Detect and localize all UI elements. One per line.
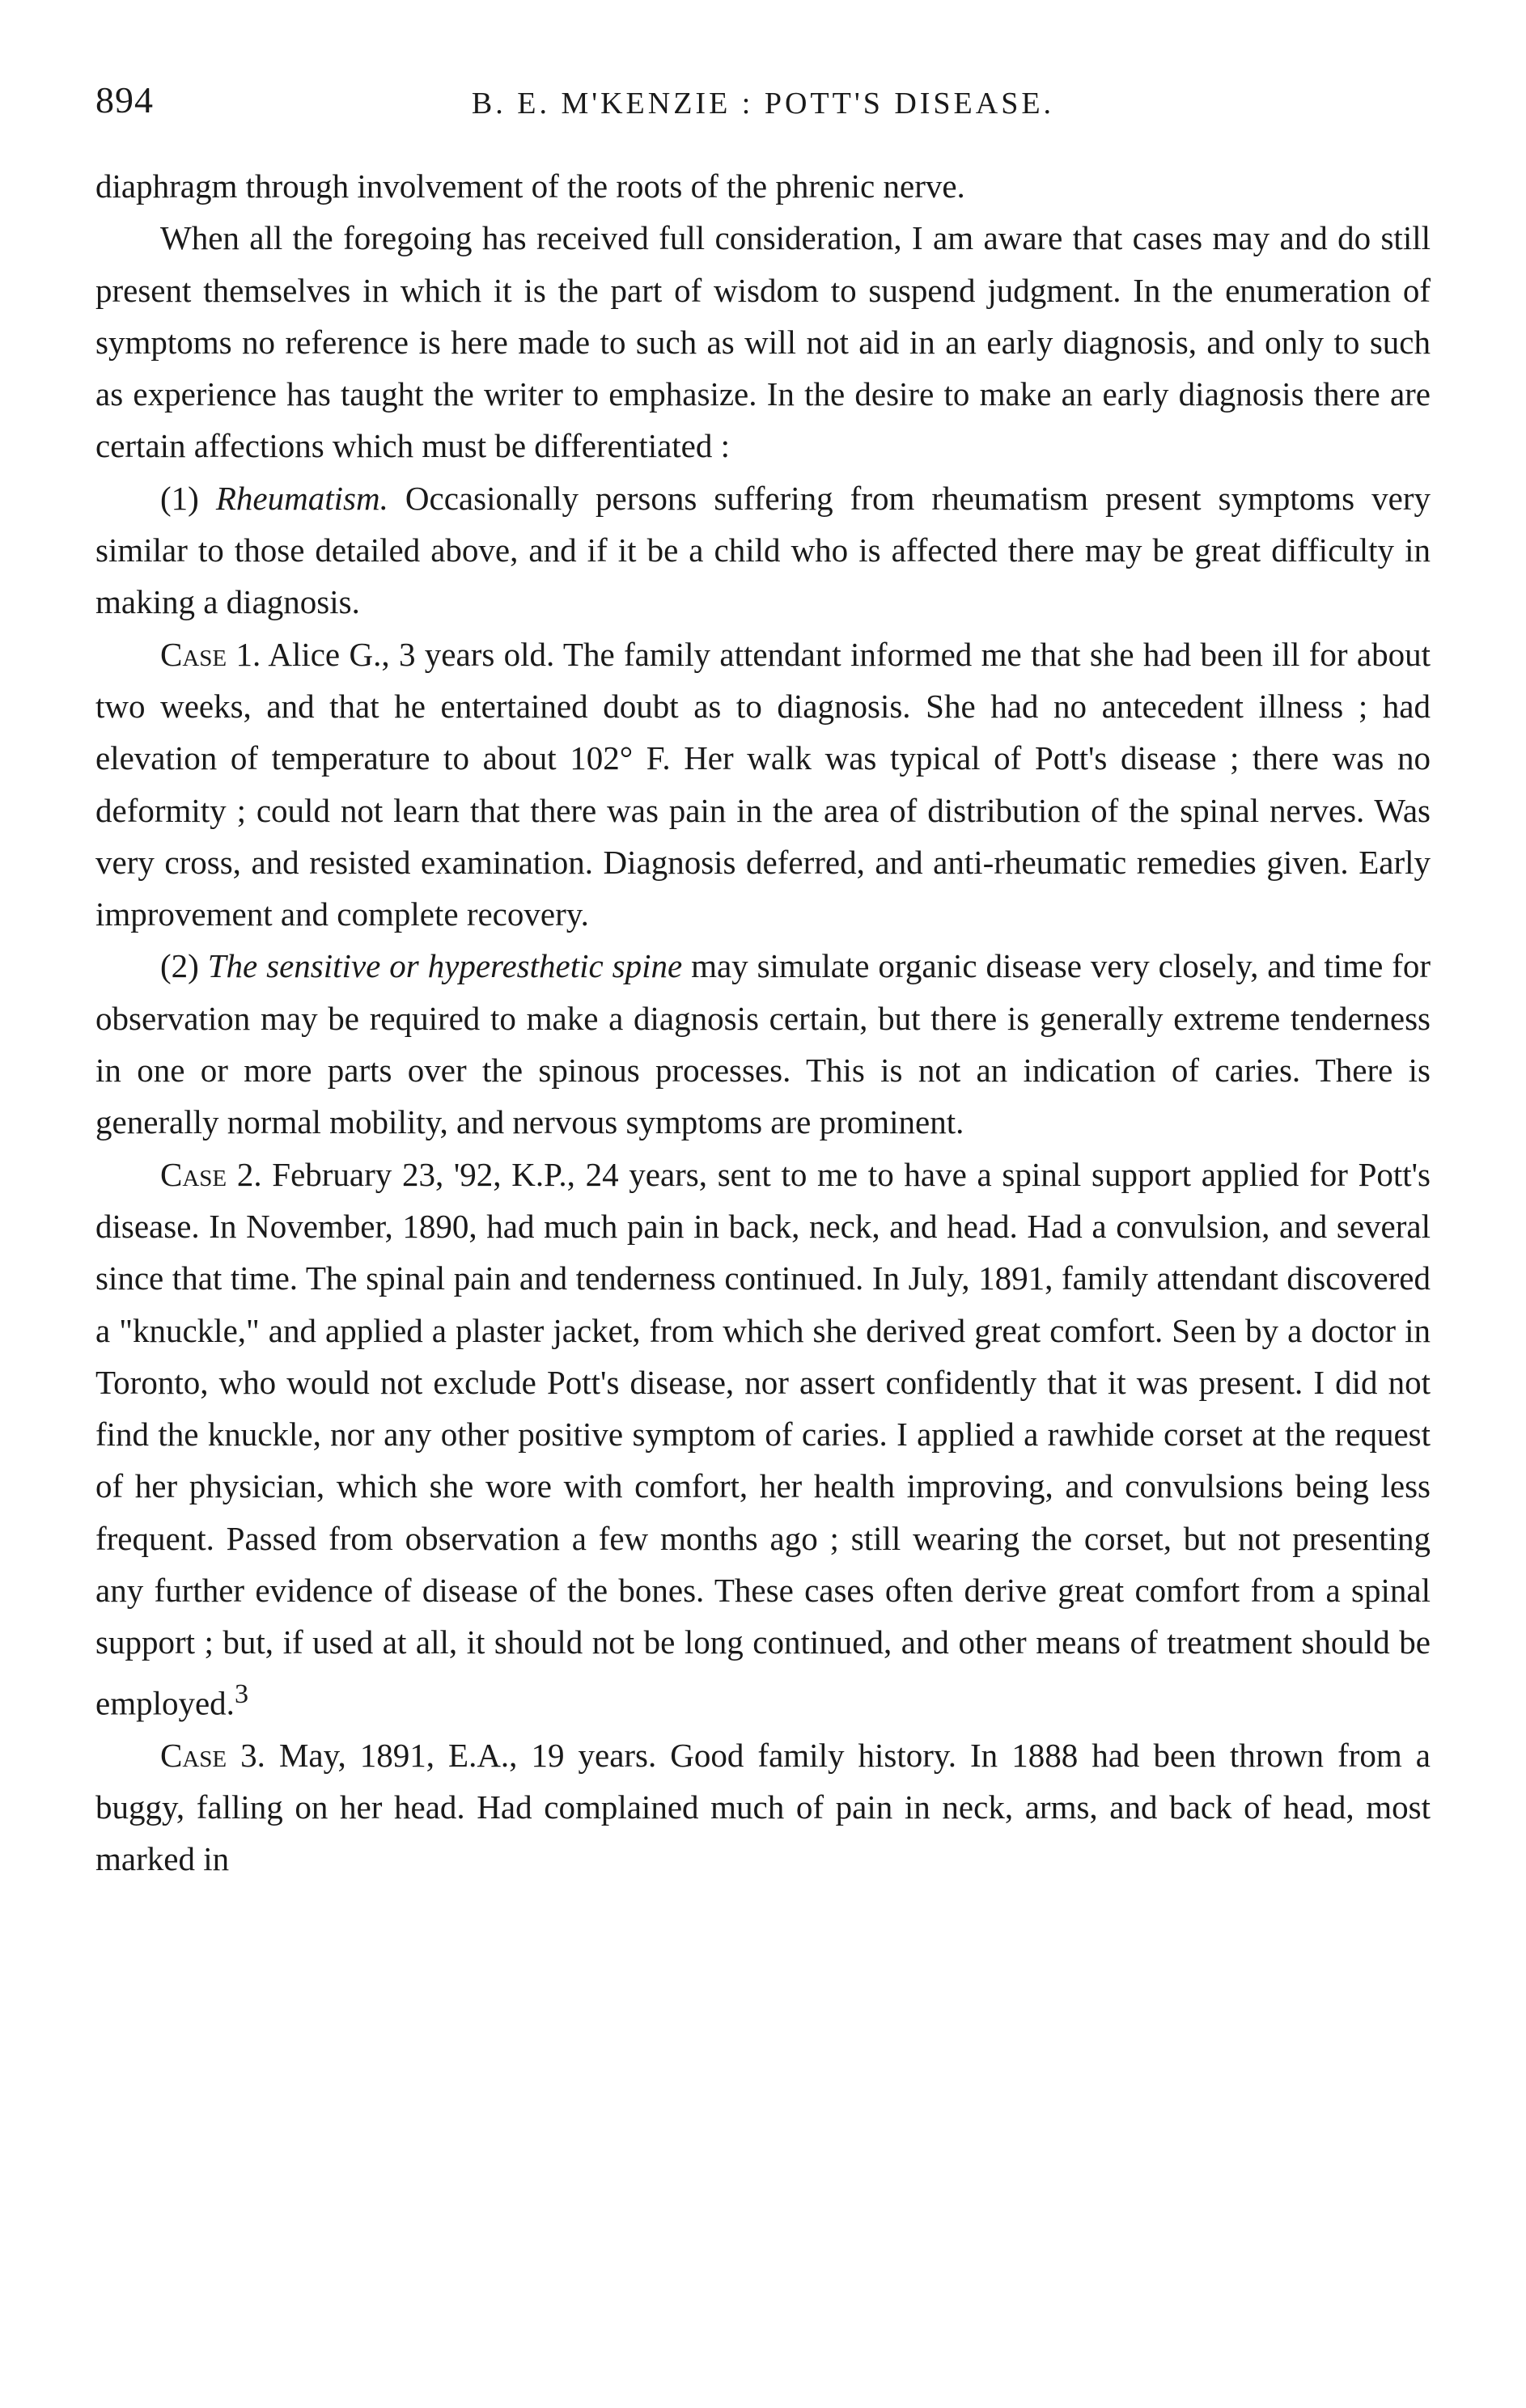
paragraph-case-2 <box>95 1149 1431 1729</box>
paragraph-continued <box>95 160 1431 212</box>
paragraph-text: February 23, '92, K.P., 24 years, sent to me to have a spinal support applied for Pott's disease. In November, 1890, had much pain in back, neck, and head. Had a convulsion, and several since that time. The spinal pain and tenderness continued. In July, 1891, family attendant discovered a "knuckle," and applied a plaster jacket, from which she derived great comfort. Seen by a doctor in Toronto, who would not exclude Pott's disease, nor assert confidently that it was present. I did not find the knuckle, nor any other positive symptom of caries. I applied a rawhide corset at the request of her physician, which she wore with comfort, her health improving, and convulsions being less frequent. Passed from observation a few months ago ; still wearing the corset, but not presenting any further evidence of disease of the bones. These cases often derive great comfort from a spinal support ; but, if used at all, it should not be long continued, and other means of treatment should be employed. <box>95 1155 1431 1722</box>
paragraph-rheumatism <box>95 472 1431 628</box>
paragraph-text: When all the foregoing has received full consideration, I am aware that cases may and do still present themselves in which it is the part of wisdom to suspend judgment. In the enumeration of symptoms no reference is here made to such as will not aid in an early diagnosis, and only to such as experience has taught the writer to emphasize. In the desire to make an early diagnosis there are certain affections which must be differentiated : <box>95 219 1431 465</box>
paragraph-case-1 <box>95 628 1431 941</box>
item-title: The sensitive or hyperesthetic spine <box>207 947 683 985</box>
page-number: 894 <box>95 79 154 121</box>
paragraph-text: Alice G., 3 years old. The family attendant informed me that she had been ill for about two weeks, and that he entertained doubt as to diagnosis. She had no antecedent illness ; had elevation of temperature to about 102° F. Her walk was typical of Pott's disease ; there was no deformity ; could not learn that there was pain in the area of distribution of the spinal nerves. Was very cross, and resisted examination. Diagnosis deferred, and anti-rheumatic remedies given. Early improvement and complete recovery. <box>95 635 1431 933</box>
case-label: Case 2. <box>160 1155 262 1193</box>
paragraph-text: May, 1891, E.A., 19 years. Good family history. In 1888 had been thrown from a buggy, falling on her head. Had complained much of pain in neck, arms, and back of head, most marked in <box>95 1736 1431 1878</box>
paragraph-text: Occasionally persons suffering from rheumatism present symptoms very similar to those detailed above, and if it be a child who is affected there may be great difficulty in making a diagnosis. <box>95 479 1431 621</box>
document-page <box>95 74 1431 1885</box>
footnote-marker: 3 <box>234 1678 249 1709</box>
paragraph-case-3 <box>95 1729 1431 1885</box>
item-number: (1) <box>160 479 199 517</box>
running-title: B. E. M'KENZIE : POTT'S DISEASE. <box>471 87 1055 121</box>
item-title: Rheumatism. <box>215 479 388 517</box>
page-header <box>95 74 1431 131</box>
item-number: (2) <box>160 947 199 985</box>
case-label: Case 3. <box>160 1736 265 1774</box>
paragraph-hyperesthetic-spine <box>95 940 1431 1148</box>
paragraph-text: diaphragm through involvement of the roots of the phrenic nerve. <box>95 167 965 205</box>
paragraph-differential <box>95 212 1431 472</box>
case-label: Case 1. <box>160 635 261 673</box>
paragraph-text: may simulate organic disease very closely, and time for observation may be required to make a diagnosis certain, but there is generally extreme tenderness in one or more parts over the spinous processes. This is not an indication of caries. There is generally normal mobility, and nervous symptoms are prominent. <box>95 947 1431 1141</box>
